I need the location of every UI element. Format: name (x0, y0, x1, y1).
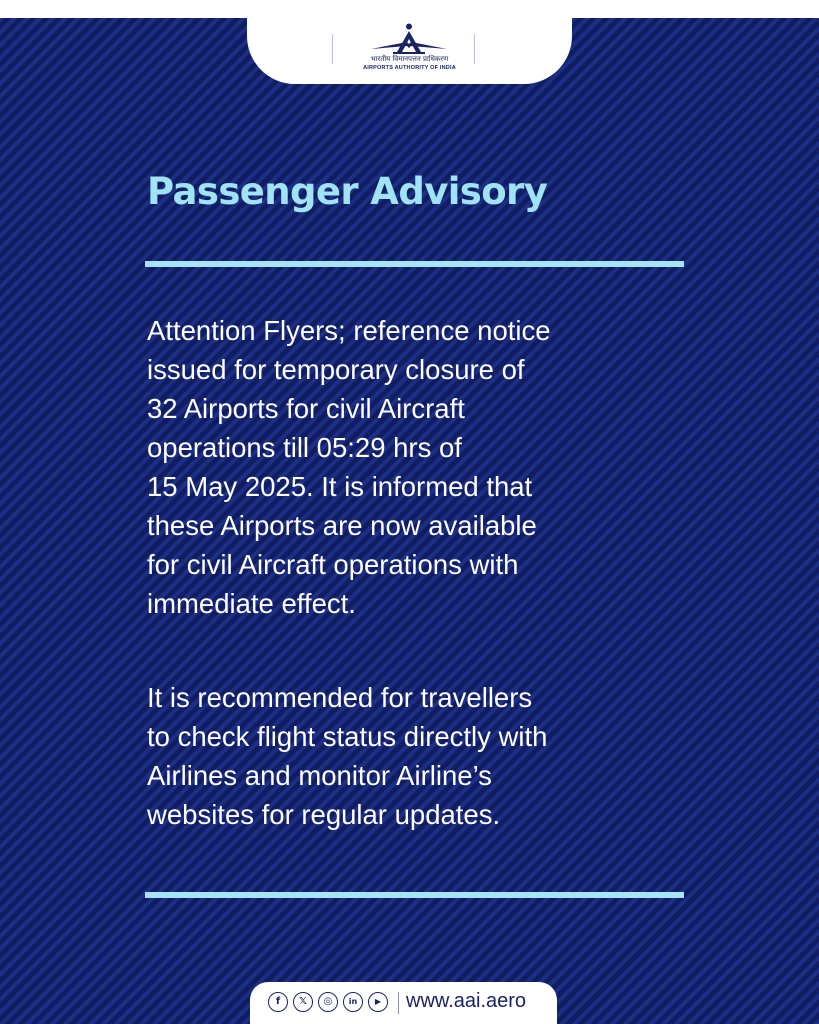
youtube-icon[interactable]: ▶ (368, 992, 388, 1012)
paragraph-line: issued for temporary closure of (147, 354, 525, 385)
paragraph-line: operations till 05:29 hrs of (147, 432, 462, 463)
aai-emblem-icon (367, 22, 451, 56)
paragraph-line: 15 May 2025. It is informed that (147, 471, 533, 502)
advisory-title: Passenger Advisory (147, 170, 548, 213)
paragraph-line: Attention Flyers; reference notice (147, 315, 551, 346)
org-name-english: AIRPORTS AUTHORITY OF INDIA (363, 65, 456, 71)
instagram-icon[interactable]: ◎ (318, 992, 338, 1012)
website-link[interactable]: www.aai.aero (406, 990, 527, 1012)
linkedin-icon[interactable]: in (343, 992, 363, 1012)
paragraph-line: for civil Aircraft operations with (147, 549, 519, 580)
paragraph-line: these Airports are now available (147, 510, 537, 541)
logo-tab (247, 0, 572, 84)
footer-divider (398, 992, 399, 1014)
paragraph-line: immediate effect. (147, 588, 356, 619)
advisory-paragraph-2 (147, 678, 707, 834)
x-icon[interactable]: 𝕏 (293, 992, 313, 1012)
paragraph-line: to check flight status directly with (147, 721, 548, 752)
facebook-icon[interactable]: f (268, 992, 288, 1012)
divider-top (145, 261, 684, 267)
paragraph-line: It is recommended for travellers (147, 682, 533, 713)
org-name-hindi: भारतीय विमानपत्तन प्राधिकरण (370, 55, 449, 63)
paragraph-line: Airlines and monitor Airline’s (147, 760, 492, 791)
paragraph-line: 32 Airports for civil Aircraft (147, 393, 465, 424)
paragraph-line: websites for regular updates. (147, 799, 501, 830)
advisory-paragraph-1 (147, 311, 707, 623)
divider-bottom (145, 892, 684, 898)
footer-bar (250, 982, 557, 1024)
